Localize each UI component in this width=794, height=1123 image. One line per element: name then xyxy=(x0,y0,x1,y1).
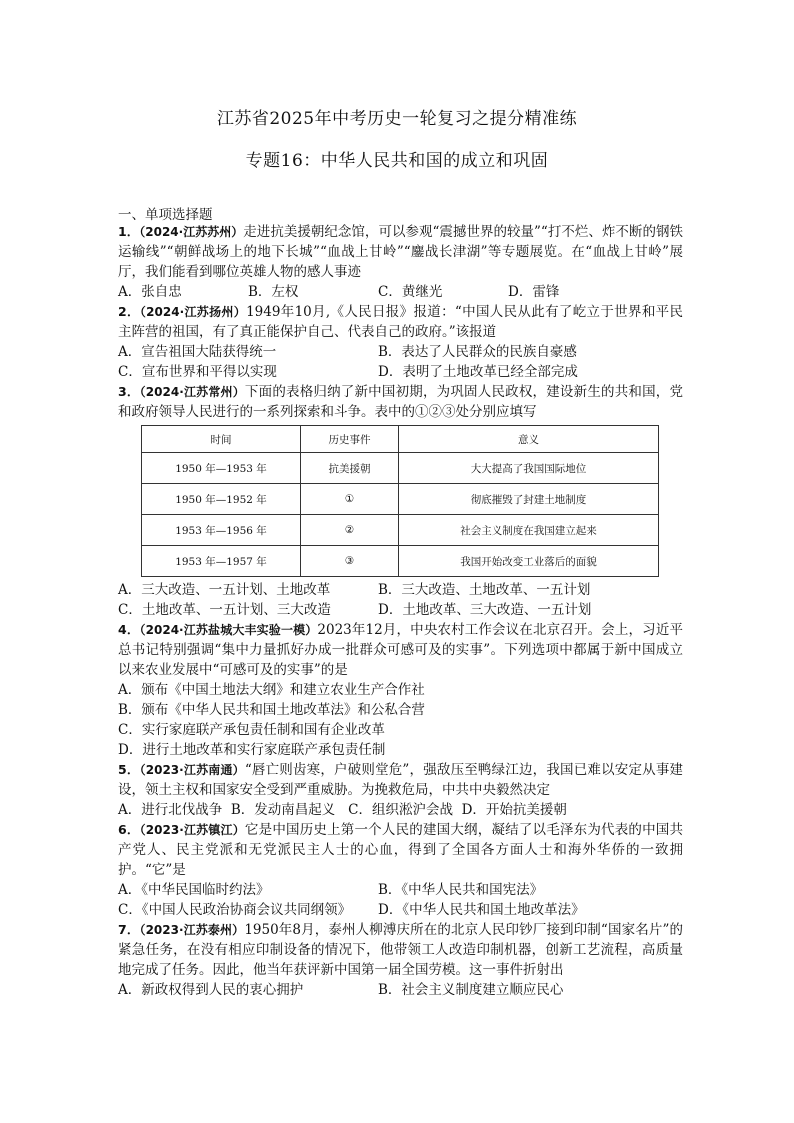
table-cell: ② xyxy=(301,515,399,546)
question-number: 7． xyxy=(118,922,140,937)
question-source: （2024·江苏常州） xyxy=(139,385,245,399)
question-number: 1． xyxy=(118,224,140,239)
table-row xyxy=(142,453,659,484)
question-number: 5． xyxy=(118,762,140,777)
options-6-row1 xyxy=(118,880,683,900)
question-2 xyxy=(118,302,683,342)
table-row xyxy=(142,546,659,577)
question-text: 下面的表格归纳了新中国初期，为巩固人民政权，建设新生的共和国，党和政府领导人民进行的一系列探索和斗争。表中的①②③处分别应填写 xyxy=(118,384,683,420)
table-cell: 抗美援朝 xyxy=(301,453,399,484)
table-cell: ③ xyxy=(301,546,399,577)
table-header-event: 历史事件 xyxy=(301,426,399,453)
question-source: （2024·江苏苏州） xyxy=(139,225,244,239)
question-text: 2023年12月，中央农村工作会议在北京召开。会上，习近平总书记特别强调“集中力量抓好办成一批群众可感可及的实事”。下列选项中都属于新中国成立以来农业发展中“可感可及的实事”的是 xyxy=(118,622,683,678)
table-cell: 大大提高了我国国际地位 xyxy=(399,453,659,484)
table-cell: 1953 年—1957 年 xyxy=(142,546,301,577)
question-text: 走进抗美援朝纪念馆，可以参观“震撼世界的较量”“打不烂、炸不断的钢铁运输线”“朝鲜战场上的地下长城”“血战上甘岭”“鏖战长津湖”等专题展览。在“血战上甘岭”展厅，我们能看到哪位英雄人物的感人事迹 xyxy=(118,224,683,280)
question-number: 2． xyxy=(118,304,140,319)
question-text: 1949年10月,《人民日报》报道：“中国人民从此有了屹立于世界和平民主阵营的祖国，有了真正能保护自己、代表自己的政府。”该报道 xyxy=(118,304,683,340)
options-5 xyxy=(118,800,683,820)
question-5 xyxy=(118,760,683,800)
question-6 xyxy=(118,820,683,880)
option-c[interactable]: C．实行家庭联产承包责任制和国有企业改革 xyxy=(118,722,385,738)
table-header-time: 时间 xyxy=(142,426,301,453)
option-d[interactable]: D．《中华人民共和国土地改革法》 xyxy=(378,902,585,918)
table-header-row xyxy=(142,426,659,453)
question-7 xyxy=(118,920,683,980)
table-cell: 社会主义制度在我国建立起来 xyxy=(399,515,659,546)
question-source: （2024·江苏扬州） xyxy=(139,305,247,319)
options-7-row1 xyxy=(118,980,683,1000)
option-c[interactable]: C．黄继光 xyxy=(378,284,443,300)
question-1 xyxy=(118,222,683,282)
option-b[interactable]: B．社会主义制度建立顺应民心 xyxy=(378,982,564,998)
options-3-row2 xyxy=(118,600,683,620)
question-number: 3． xyxy=(118,384,140,399)
question-4 xyxy=(118,620,683,680)
options-2-row2 xyxy=(118,362,683,382)
options-1 xyxy=(118,282,683,302)
table-header-significance: 意义 xyxy=(399,426,659,453)
option-d[interactable]: D．土地改革、三大改造、一五计划 xyxy=(378,602,592,618)
option-c[interactable]: C．《中国人民政治协商会议共同纲领》 xyxy=(118,902,352,918)
question-source: （2023·江苏南通） xyxy=(139,763,245,777)
option-c[interactable]: C．组织淞沪会战 xyxy=(348,802,453,818)
document-subtitle: 专题16：中华人民共和国的成立和巩固 xyxy=(245,151,549,171)
question-3 xyxy=(118,382,683,422)
option-a[interactable]: A．三大改造、一五计划、土地改革 xyxy=(118,582,331,598)
option-a[interactable]: A．颁布《中国土地法大纲》和建立农业生产合作社 xyxy=(118,682,425,698)
option-a[interactable]: A．宣告祖国大陆获得统一 xyxy=(118,344,277,360)
question-number: 4． xyxy=(118,622,140,637)
option-d[interactable]: D．表明了土地改革已经全部完成 xyxy=(378,364,578,380)
option-c[interactable]: C．土地改革、一五计划、三大改造 xyxy=(118,602,331,618)
option-b[interactable]: B．《中华人民共和国宪法》 xyxy=(378,882,544,898)
table-cell: 1950 年—1953 年 xyxy=(142,453,301,484)
option-a[interactable]: A．进行北伐战争 xyxy=(118,802,223,818)
table-row xyxy=(142,484,659,515)
question-source: （2024·江苏盐城大丰实验一模） xyxy=(139,623,318,637)
option-b[interactable]: B．表达了人民群众的民族自豪感 xyxy=(378,344,577,360)
table-cell: 1953 年—1956 年 xyxy=(142,515,301,546)
option-b[interactable]: B．左权 xyxy=(248,284,299,300)
options-2-row1 xyxy=(118,342,683,362)
table-cell: 我国开始改变工业落后的面貌 xyxy=(399,546,659,577)
table-cell: 彻底摧毁了封建土地制度 xyxy=(399,484,659,515)
question-source: （2023·江苏泰州） xyxy=(139,923,245,937)
question-source: （2023·江苏镇江） xyxy=(139,823,245,837)
section-heading: 一、单项选择题 xyxy=(118,207,213,223)
history-table xyxy=(141,425,659,577)
question-number: 6． xyxy=(118,822,140,837)
table-cell: ① xyxy=(301,484,399,515)
options-6-row2 xyxy=(118,900,683,920)
table-row xyxy=(142,515,659,546)
option-d[interactable]: D．进行土地改革和实行家庭联产承包责任制 xyxy=(118,742,386,758)
option-b[interactable]: B．三大改造、土地改革、一五计划 xyxy=(378,582,591,598)
question-text: “唇亡则齿寒，户破则堂危”，强敌压至鸭绿江边，我国已难以安定从事建设，领土主权和国家安全受到严重威胁。为挽救危局，中共中央毅然决定 xyxy=(118,762,683,798)
option-a[interactable]: A．张自忠 xyxy=(118,284,182,300)
question-text: 1950年8月，泰州人柳溥庆所在的北京人民印钞厂接到印制“国家名片”的紧急任务，在没有相应印制设备的情况下，他带领工人改造印制机器，创新工艺流程，高质量地完成了任务。因此，他当年获评新中国第一届全国劳模。这一事件折射出 xyxy=(118,922,683,978)
option-b[interactable]: B．发动南昌起义 xyxy=(230,802,336,818)
options-3-row1 xyxy=(118,580,683,600)
option-d[interactable]: D．雷锋 xyxy=(508,284,560,300)
option-a[interactable]: A．《中华民国临时约法》 xyxy=(118,882,270,898)
option-c[interactable]: C．宣布世界和平得以实现 xyxy=(118,364,277,380)
option-a[interactable]: A．新政权得到人民的衷心拥护 xyxy=(118,982,304,998)
option-b[interactable]: B．颁布《中华人民共和国土地改革法》和公私合营 xyxy=(118,702,425,718)
document-title: 江苏省2025年中考历史一轮复习之提分精准练 xyxy=(216,109,578,129)
option-d[interactable]: D．开始抗美援朝 xyxy=(461,802,567,818)
question-list xyxy=(118,222,683,1000)
table-cell: 1950 年—1952 年 xyxy=(142,484,301,515)
question-text: 它是中国历史上第一个人民的建国大纲，凝结了以毛泽东为代表的中国共产党人、民主党派和无党派民主人士的心血，得到了全国各方面人士和海外华侨的一致拥护。“它”是 xyxy=(118,822,683,878)
